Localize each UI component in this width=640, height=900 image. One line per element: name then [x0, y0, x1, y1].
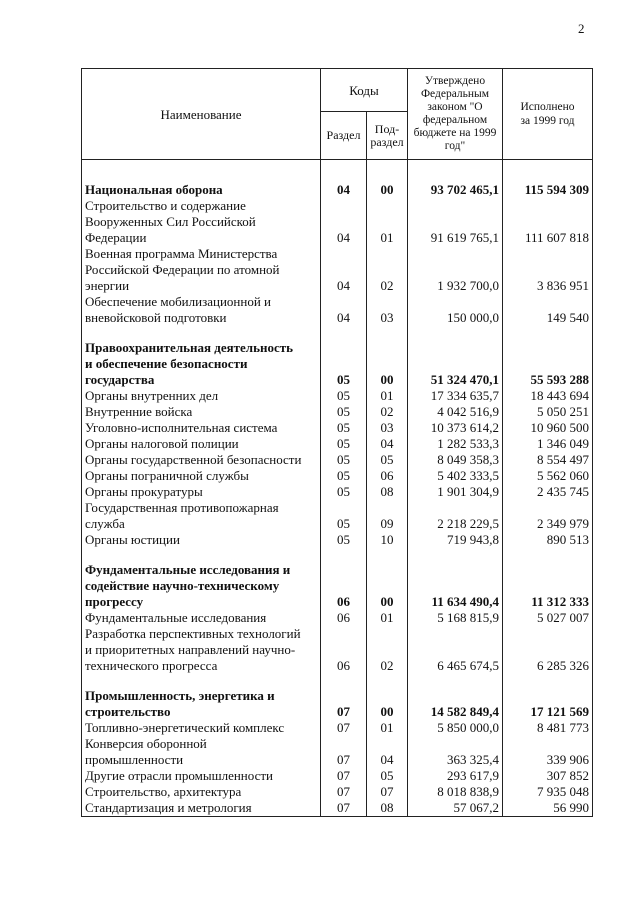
- row-razdel: 05: [321, 484, 367, 500]
- row-executed: 5 027 007: [503, 610, 593, 626]
- table-header: [82, 69, 593, 160]
- spacer-cell: [503, 548, 593, 562]
- row-name: [82, 532, 321, 548]
- row-approved: 6 465 674,5: [408, 626, 503, 674]
- row-name-line: Промышленность, энергетика и: [85, 688, 275, 703]
- spacer-cell: [367, 674, 408, 688]
- row-executed: 5 562 060: [503, 468, 593, 484]
- row-executed: 149 540: [503, 294, 593, 326]
- row-podrazdel: 03: [367, 294, 408, 326]
- row-podrazdel: 05: [367, 452, 408, 468]
- row-podrazdel: 01: [367, 610, 408, 626]
- row-razdel: 07: [321, 768, 367, 784]
- table-row: [82, 404, 593, 420]
- table-row: [82, 388, 593, 404]
- header-name: Наименование: [82, 69, 321, 160]
- row-approved: 4 042 516,9: [408, 404, 503, 420]
- header-approved-line: год": [444, 140, 466, 152]
- table-row: [82, 484, 593, 500]
- row-name: [82, 340, 321, 388]
- row-executed: 10 960 500: [503, 420, 593, 436]
- row-razdel: 07: [321, 688, 367, 720]
- row-name: [82, 388, 321, 404]
- row-name-line: Органы внутренних дел: [85, 388, 219, 403]
- header-approved: [408, 69, 503, 160]
- header-podrazdel-line1: Под-: [374, 121, 400, 136]
- header-approved-line: законом "О: [427, 101, 483, 113]
- row-executed: 11 312 333: [503, 562, 593, 610]
- row-executed: 55 593 288: [503, 340, 593, 388]
- row-podrazdel: 08: [367, 800, 408, 817]
- row-podrazdel: 10: [367, 532, 408, 548]
- row-name-line: Строительство, архитектура: [85, 784, 242, 799]
- row-name: [82, 484, 321, 500]
- row-podrazdel: 07: [367, 784, 408, 800]
- row-approved: 719 943,8: [408, 532, 503, 548]
- spacer-cell: [367, 326, 408, 340]
- table-row: [82, 784, 593, 800]
- row-approved: 2 218 229,5: [408, 500, 503, 532]
- row-name: [82, 182, 321, 198]
- row-razdel: 07: [321, 720, 367, 736]
- row-razdel: 06: [321, 610, 367, 626]
- row-executed: 8 481 773: [503, 720, 593, 736]
- row-approved: 5 402 333,5: [408, 468, 503, 484]
- row-name: [82, 784, 321, 800]
- row-executed: 115 594 309: [503, 182, 593, 198]
- row-name-line: Фундаментальные исследования: [85, 610, 267, 625]
- header-approved-line: федеральном: [422, 114, 488, 126]
- row-razdel: 05: [321, 452, 367, 468]
- row-razdel: 05: [321, 468, 367, 484]
- table-row: [82, 626, 593, 674]
- row-name-line: государства: [85, 372, 155, 387]
- table-row: [82, 436, 593, 452]
- row-approved: 57 067,2: [408, 800, 503, 817]
- row-podrazdel: 00: [367, 182, 408, 198]
- spacer-cell: [367, 548, 408, 562]
- spacer-cell: [321, 326, 367, 340]
- row-approved: 17 334 635,7: [408, 388, 503, 404]
- row-approved: 293 617,9: [408, 768, 503, 784]
- table-row: [82, 532, 593, 548]
- row-executed: 3 836 951: [503, 246, 593, 294]
- spacer-cell: [408, 548, 503, 562]
- header-approved-line: Федеральным: [420, 88, 490, 100]
- header-podrazdel-line2: раздел: [370, 134, 404, 149]
- row-name: [82, 736, 321, 768]
- row-name-line: Обеспечение мобилизационной и: [85, 294, 271, 309]
- row-name-line: служба: [85, 516, 125, 531]
- spacer-cell: [82, 674, 321, 688]
- table-row: [82, 294, 593, 326]
- row-name-line: вневойсковой подготовки: [85, 310, 227, 325]
- spacer-cell: [408, 160, 503, 183]
- row-podrazdel: 06: [367, 468, 408, 484]
- header-razdel: Раздел: [321, 112, 367, 160]
- row-executed: 17 121 569: [503, 688, 593, 720]
- row-approved: 5 168 815,9: [408, 610, 503, 626]
- spacer-cell: [408, 674, 503, 688]
- row-approved: 8 018 838,9: [408, 784, 503, 800]
- row-razdel: 07: [321, 736, 367, 768]
- row-name: [82, 452, 321, 468]
- row-podrazdel: 01: [367, 720, 408, 736]
- row-name-line: Органы юстиции: [85, 532, 180, 547]
- row-podrazdel: 02: [367, 626, 408, 674]
- row-podrazdel: 09: [367, 500, 408, 532]
- row-podrazdel: 04: [367, 736, 408, 768]
- row-name-line: Государственная противопожарная: [85, 500, 279, 515]
- row-approved: 93 702 465,1: [408, 182, 503, 198]
- row-razdel: 06: [321, 626, 367, 674]
- row-podrazdel: 01: [367, 388, 408, 404]
- row-podrazdel: 02: [367, 246, 408, 294]
- row-razdel: 04: [321, 246, 367, 294]
- table-row: [82, 420, 593, 436]
- row-name-line: Фундаментальные исследования и: [85, 562, 291, 577]
- row-executed: 7 935 048: [503, 784, 593, 800]
- spacer-cell: [321, 674, 367, 688]
- spacer-cell: [503, 326, 593, 340]
- header-codes: Коды: [321, 69, 408, 112]
- row-podrazdel: 00: [367, 562, 408, 610]
- row-podrazdel: 01: [367, 198, 408, 246]
- row-name-line: Правоохранительная деятельность: [85, 340, 293, 355]
- row-name: [82, 294, 321, 326]
- row-name-line: и обеспечение безопасности: [85, 356, 248, 371]
- row-name: [82, 562, 321, 610]
- spacer-cell: [408, 326, 503, 340]
- row-approved: 11 634 490,4: [408, 562, 503, 610]
- row-name-line: Уголовно-исполнительная система: [85, 420, 278, 435]
- row-name-line: Другие отрасли промышленности: [85, 768, 273, 783]
- table-row: [82, 198, 593, 246]
- row-approved: 14 582 849,4: [408, 688, 503, 720]
- row-approved: 1 932 700,0: [408, 246, 503, 294]
- row-name: [82, 720, 321, 736]
- row-name-line: энергии: [85, 278, 130, 293]
- row-podrazdel: 04: [367, 436, 408, 452]
- row-razdel: 04: [321, 182, 367, 198]
- row-name-line: Внутренние войска: [85, 404, 193, 419]
- row-approved: 150 000,0: [408, 294, 503, 326]
- row-approved: 5 850 000,0: [408, 720, 503, 736]
- table-row: [82, 452, 593, 468]
- row-name-line: Органы государственной безопасности: [85, 452, 302, 467]
- header-podrazdel: [367, 112, 408, 160]
- row-razdel: 07: [321, 784, 367, 800]
- spacer-row: [82, 674, 593, 688]
- row-name: [82, 688, 321, 720]
- row-name: [82, 420, 321, 436]
- row-executed: 1 346 049: [503, 436, 593, 452]
- row-approved: 10 373 614,2: [408, 420, 503, 436]
- row-executed: 56 990: [503, 800, 593, 817]
- row-name-line: и приоритетных направлений научно-: [85, 642, 296, 657]
- row-razdel: 05: [321, 404, 367, 420]
- row-approved: 1 901 304,9: [408, 484, 503, 500]
- row-name-line: Конверсия оборонной: [85, 736, 207, 751]
- row-name-line: Национальная оборона: [85, 182, 223, 197]
- row-executed: 307 852: [503, 768, 593, 784]
- row-name: [82, 436, 321, 452]
- table-row: [82, 736, 593, 768]
- row-name-line: Органы пограничной службы: [85, 468, 249, 483]
- row-razdel: 05: [321, 340, 367, 388]
- row-razdel: 04: [321, 198, 367, 246]
- row-approved: 51 324 470,1: [408, 340, 503, 388]
- row-name-line: Органы прокуратуры: [85, 484, 203, 499]
- section-row: [82, 562, 593, 610]
- table-row: [82, 500, 593, 532]
- row-executed: 2 435 745: [503, 484, 593, 500]
- row-name: [82, 610, 321, 626]
- row-name: [82, 198, 321, 246]
- row-approved: 1 282 533,3: [408, 436, 503, 452]
- row-name-line: Топливно-энергетический комплекс: [85, 720, 285, 735]
- row-name: [82, 468, 321, 484]
- row-executed: 6 285 326: [503, 626, 593, 674]
- row-podrazdel: 08: [367, 484, 408, 500]
- row-approved: 91 619 765,1: [408, 198, 503, 246]
- row-executed: 111 607 818: [503, 198, 593, 246]
- row-executed: 5 050 251: [503, 404, 593, 420]
- row-podrazdel: 05: [367, 768, 408, 784]
- row-razdel: 05: [321, 420, 367, 436]
- row-name-line: Стандартизация и метрология: [85, 800, 252, 815]
- spacer-cell: [503, 160, 593, 183]
- spacer-cell: [82, 548, 321, 562]
- row-approved: 363 325,4: [408, 736, 503, 768]
- table-row: [82, 610, 593, 626]
- table-row: [82, 800, 593, 817]
- spacer-row: [82, 160, 593, 183]
- table-row: [82, 468, 593, 484]
- page-number: 2: [578, 21, 585, 36]
- spacer-row: [82, 548, 593, 562]
- spacer-cell: [82, 326, 321, 340]
- row-razdel: 07: [321, 800, 367, 817]
- row-name-line: Российской Федерации по атомной: [85, 262, 280, 277]
- row-razdel: 04: [321, 294, 367, 326]
- row-name-line: Строительство и содержание: [85, 198, 246, 213]
- budget-table: [81, 68, 593, 817]
- spacer-cell: [321, 548, 367, 562]
- row-razdel: 05: [321, 436, 367, 452]
- row-name-line: прогрессу: [85, 594, 144, 609]
- header-approved-line: Утверждено: [424, 75, 486, 87]
- header-executed-line: за 1999 год: [520, 115, 575, 127]
- header-executed: [503, 69, 593, 160]
- row-name: [82, 800, 321, 817]
- row-razdel: 06: [321, 562, 367, 610]
- spacer-row: [82, 326, 593, 340]
- row-name-line: Разработка перспективных технологий: [85, 626, 301, 641]
- row-razdel: 05: [321, 500, 367, 532]
- section-row: [82, 688, 593, 720]
- row-name: [82, 626, 321, 674]
- row-name: [82, 404, 321, 420]
- row-podrazdel: 03: [367, 420, 408, 436]
- row-name-line: технического прогресса: [85, 658, 218, 673]
- row-executed: 339 906: [503, 736, 593, 768]
- row-podrazdel: 02: [367, 404, 408, 420]
- row-executed: 8 554 497: [503, 452, 593, 468]
- row-name-line: Вооруженных Сил Российской: [85, 214, 256, 229]
- row-name-line: Федерации: [85, 230, 147, 245]
- row-razdel: 05: [321, 388, 367, 404]
- table-row: [82, 720, 593, 736]
- row-executed: 18 443 694: [503, 388, 593, 404]
- section-row: [82, 340, 593, 388]
- section-row: [82, 182, 593, 198]
- row-name-line: строительство: [85, 704, 171, 719]
- table-body: [82, 160, 593, 817]
- row-name-line: содействие научно-техническому: [85, 578, 280, 593]
- row-razdel: 05: [321, 532, 367, 548]
- row-name-line: Органы налоговой полиции: [85, 436, 239, 451]
- row-name: [82, 246, 321, 294]
- header-executed-line: Исполнено: [520, 101, 575, 113]
- spacer-cell: [321, 160, 367, 183]
- row-approved: 8 049 358,3: [408, 452, 503, 468]
- row-name-line: промышленности: [85, 752, 184, 767]
- row-executed: 890 513: [503, 532, 593, 548]
- table-row: [82, 246, 593, 294]
- spacer-cell: [82, 160, 321, 183]
- row-name: [82, 500, 321, 532]
- spacer-cell: [503, 674, 593, 688]
- row-podrazdel: 00: [367, 688, 408, 720]
- header-approved-line: бюджете на 1999: [413, 127, 497, 139]
- row-name-line: Военная программа Министерства: [85, 246, 278, 261]
- spacer-cell: [367, 160, 408, 183]
- row-podrazdel: 00: [367, 340, 408, 388]
- table-row: [82, 768, 593, 784]
- row-executed: 2 349 979: [503, 500, 593, 532]
- row-name: [82, 768, 321, 784]
